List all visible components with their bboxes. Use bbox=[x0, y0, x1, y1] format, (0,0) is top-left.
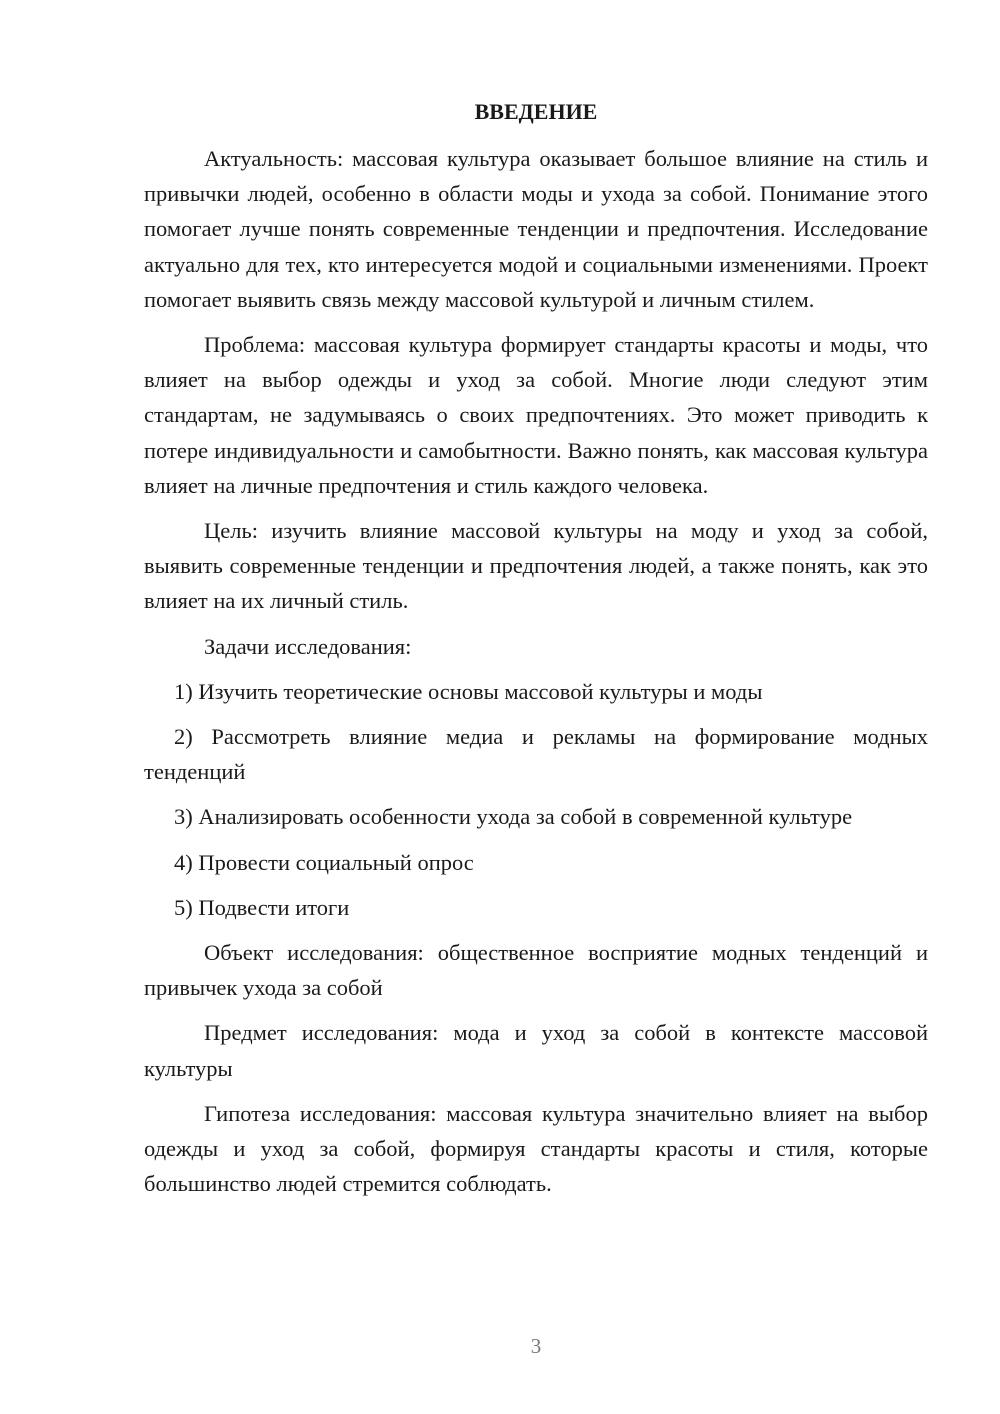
paragraph-relevance: Актуальность: массовая культура оказывает большое влияние на стиль и привычки людей, особенно в области моды и ухода за собой. Понимание этого помогает лучше понять современные тенденции и предпочтения. Исследование актуально для тех, кто интересуется модой и социальными изменениями. Проект помогает выявить связь между массовой культурой и личным стилем. bbox=[144, 146, 928, 312]
paragraph-hypothesis: Гипотеза исследования: массовая культура значительно влияет на выбор одежды и уход за собой, формируя стандарты красоты и стиля, которые большинство людей стремится соблюдать. bbox=[144, 1100, 928, 1197]
task-item-4: 4) Провести социальный опрос bbox=[174, 849, 474, 875]
paragraph-object: Объект исследования: общественное восприятие модных тенденций и привычек ухода за собой bbox=[144, 940, 928, 1001]
paragraph-problem: Проблема: массовая культура формирует стандарты красоты и моды, что влияет на выбор одежды и уход за собой. Многие люди следуют этим стандартам, не задумываясь о своих предпочтениях. Это может приводить к потере индивидуальности и самобытности. Важно понять, как массовая культура влияет на личные предпочтения и стиль каждого человека. bbox=[144, 332, 928, 498]
page-content bbox=[144, 94, 928, 1211]
tasks-heading: Задачи исследования: bbox=[204, 633, 412, 659]
task-item-5: 5) Подвести итоги bbox=[174, 894, 350, 920]
page-number: 3 bbox=[530, 1334, 542, 1358]
paragraph-subject: Предмет исследования: мода и уход за собой в контексте массовой культуры bbox=[144, 1020, 928, 1081]
task-item-1: 1) Изучить теоретические основы массовой культуры и моды bbox=[174, 678, 763, 704]
task-item-3: 3) Анализировать особенности ухода за собой в современной культуре bbox=[174, 804, 853, 830]
page-title: ВВЕДЕНИЕ bbox=[474, 99, 598, 124]
paragraph-goal: Цель: изучить влияние массовой культуры на моду и уход за собой, выявить современные тенденции и предпочтения людей, а также понять, как это влияет на их личный стиль. bbox=[144, 518, 928, 614]
task-item-2: 2) Рассмотреть влияние медиа и рекламы на формирование модных тенденций bbox=[144, 724, 928, 785]
